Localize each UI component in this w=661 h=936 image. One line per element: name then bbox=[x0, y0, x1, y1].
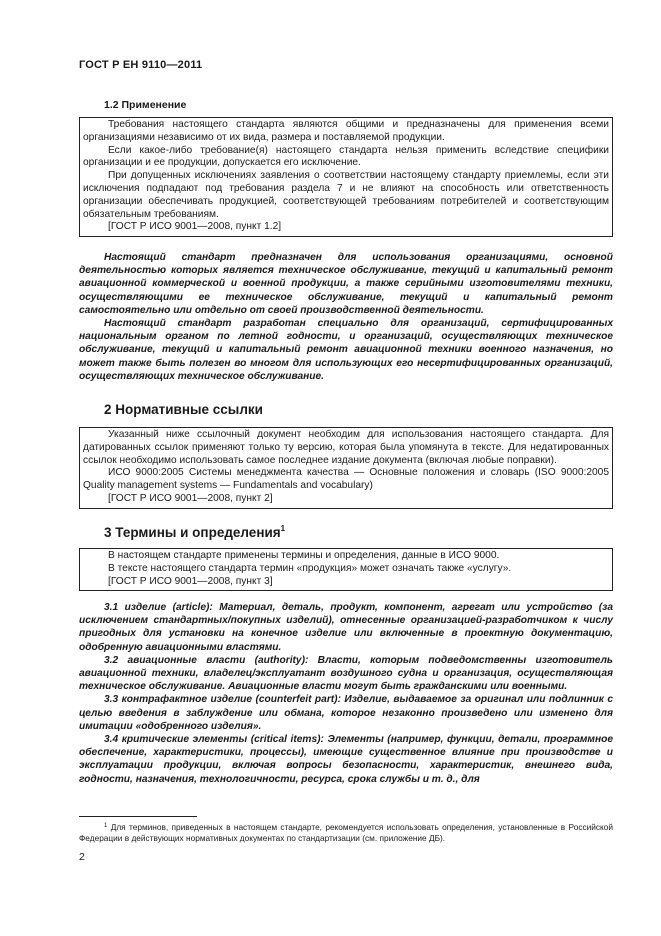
box-paragraph: При допущенных исключениях заявления о соответствии настоящему стандарту приемлемы, если эти исключения подпадают под требования раздела 7 и не влияют на способность или ответственность организации обеспечивать продукцией, соответствующей требованиям потребителей и соответствующим обязательным требованиям. bbox=[83, 170, 609, 220]
section-1-2-title: 1.2 Применение bbox=[104, 99, 187, 111]
box-paragraph: В тексте настоящего стандарта термин «продукция» может означать также «услугу». bbox=[108, 562, 512, 574]
footnote bbox=[79, 821, 613, 843]
footnote-marker: 1 bbox=[280, 524, 286, 533]
page-number: 2 bbox=[79, 851, 85, 863]
box-paragraph: ИСО 9000:2005 Системы менеджмента качества — Основные положения и словарь (ISO 9000:2005 Quality management systems — Fundamentals and vocabulary) bbox=[83, 467, 609, 492]
footnote-divider bbox=[79, 816, 197, 817]
box-paragraph: В настоящем стандарте применены термины и определения, данные в ИСО 9000. bbox=[108, 550, 500, 561]
term-definition: 3.4 критические элементы (critical items): Элементы (например, функции, детали, программное обеспечение, характеристики, процессы), имеющие существенное влияние при производстве и эксплуатации продукции, включая вопросы безопасности, характеристик, внешнего вида, годности, назначения, технологичности, ресурса, срока службы и т. д., для bbox=[79, 734, 613, 785]
term-definition: 3.3 контрафактное изделие (counterfeit part): Изделие, выдаваемое за оригинал или подлинник с целью введения в заблуждение или обмана, которое незаконно произведено или изменено для имитации «одобренного изделия». bbox=[79, 694, 613, 732]
box-paragraph: Если какое-либо требование(я) настоящего стандарта нельзя применить вследствие специфики организации и ее продукции, допускается его исключение. bbox=[83, 144, 609, 169]
section-3-title bbox=[79, 524, 285, 540]
box-reference: [ГОСТ Р ИСО 9001—2008, пункт 2] bbox=[108, 492, 273, 504]
footnote-number: 1 bbox=[104, 823, 108, 829]
italic-paragraph: Настоящий стандарт предназначен для использования организациями, основной деятельностью которых является техническое обслуживание, текущий и капитальный ремонт авиационной коммерческой и военной продукции, а также серийными изготовителями техники, осуществляющими ее техническое обслуживание, текущий и капитальный ремонт самостоятельно или отдельно от своей производственной деятельности. bbox=[79, 252, 613, 316]
box-reference: [ГОСТ Р ИСО 9001—2008, пункт 3] bbox=[108, 575, 273, 587]
section-3-title-text: 3 Термины и определения bbox=[104, 525, 281, 540]
box-paragraph: Указанный ниже ссылочный документ необходим для использования настоящего стандарта. Для датированных ссылок применяют только ту версию, которая была упомянута в тексте. Для недатированных ссылок необходимо использовать самое последнее издание документа (включая любые поправки). bbox=[83, 429, 609, 466]
term-definition: 3.1 изделие (article): Материал, деталь, продукт, компонент, агрегат или устройство (за исключением стандартных/покупных изделий), отнесенные организацией-разработчиком к числу пригодных для установки на конечное изделие или включенные в проектную документацию, одобренную авиационными властями. bbox=[79, 602, 613, 653]
quote-box-terms bbox=[79, 548, 613, 591]
box-paragraph: Требования настоящего стандарта являются общими и предназначены для применения всеми организациями независимо от их вида, размера и поставляемой продукции. bbox=[83, 119, 609, 143]
term-definition: 3.2 авиационные власти (authority): Власти, которым подведомственны изготовитель авиационной техники, владелец/эксплуатант воздушного судна и организация, осуществляющая техническое обслуживание. Авиационные власти могут быть гражданскими или военными. bbox=[79, 654, 613, 693]
quote-box-normative-references bbox=[79, 427, 613, 509]
footnote-text: Для терминов, приведенных в настоящем стандарте, рекомендуется использовать определения, установленные в Российской Федерации в действующих нормативных документах по стандартизации (см. приложение ДБ). bbox=[79, 822, 614, 843]
box-reference: [ГОСТ Р ИСО 9001—2008, пункт 1.2] bbox=[108, 221, 282, 233]
section-2-title: 2 Нормативные ссылки bbox=[104, 402, 263, 417]
italic-block-application bbox=[79, 251, 613, 383]
quote-box-application bbox=[79, 117, 613, 237]
terms-list bbox=[79, 601, 613, 786]
italic-paragraph: Настоящий стандарт разработан специально для организаций, сертифицированных национальным органом по летной годности, и организаций, осуществляющих техническое обслуживание, текущий и капитальный ремонт авиационной техники военного назначения, но может также быть полезен во многом для использующих его несертифицированных организаций, осуществляющих техническое обслуживание. bbox=[79, 318, 613, 382]
document-header: ГОСТ Р ЕН 9110—2011 bbox=[79, 59, 203, 71]
